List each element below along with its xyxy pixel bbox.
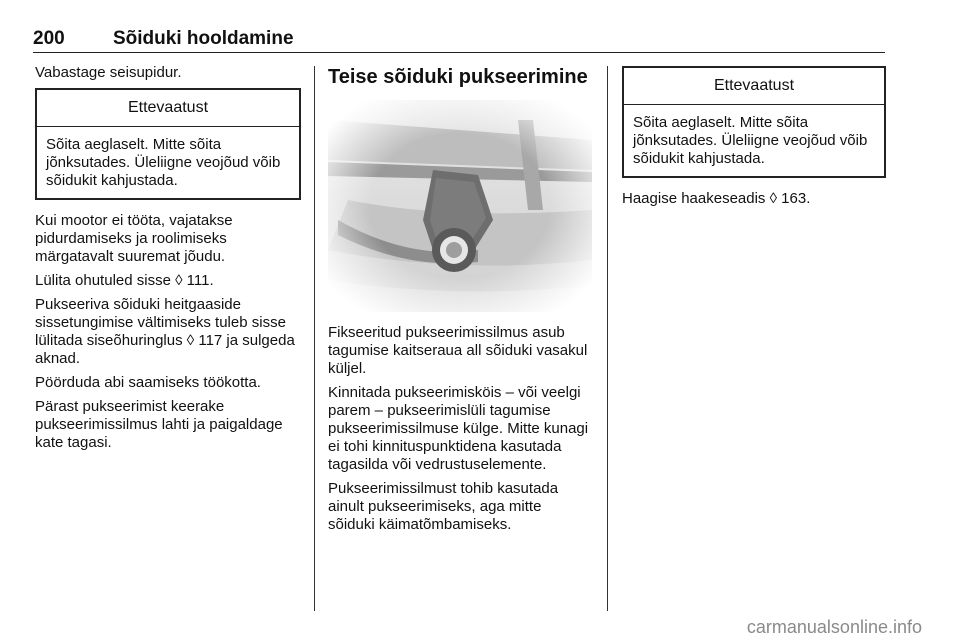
page-title: Sõiduki hooldamine — [113, 28, 294, 49]
watermark: carmanualsonline.info — [746, 617, 922, 637]
paragraph: Haagise haakeseadis ◊ 163. — [622, 190, 811, 207]
towing-eye-illustration — [328, 100, 592, 312]
towing-eye-image — [328, 100, 592, 312]
paragraph: Pöörduda abi saamiseks töökotta. — [35, 374, 261, 391]
warning-box — [622, 66, 886, 178]
section-heading: Teise sõiduki pukseerimine — [328, 66, 588, 88]
warning-box — [35, 88, 301, 200]
paragraph: Pukseerimissilmust tohib kasutada ainult pukseerimiseks, aga mitte sõiduki käimatõmbamiseks. — [328, 480, 559, 533]
paragraph: Fikseeritud pukseerimissilmus asub tagumise kaitseraua all sõiduki vasakul küljel. — [328, 324, 588, 377]
warning-title: Ettevaatust — [624, 68, 884, 105]
paragraph: Pärast pukseerimist keerake pukseerimissilmus lahti ja paigaldage kate tagasi. — [35, 398, 283, 451]
paragraph: Kui mootor ei tööta, vajatakse pidurdamiseks ja roolimiseks märgatavalt suuremat jõudu. — [35, 212, 233, 265]
warning-body: Sõita aeglaselt. Mitte sõita jõnksutades. Üleliigne veojõud võib sõidukit kahjustada. — [46, 136, 281, 189]
intro-text: Vabastage seisupidur. — [35, 64, 182, 81]
warning-body: Sõita aeglaselt. Mitte sõita jõnksutades. Üleliigne veojõud võib sõidukit kahjustada. — [633, 114, 868, 167]
column-divider — [607, 66, 608, 611]
page-number: 200 — [33, 28, 65, 49]
paragraph: Kinnitada pukseerimisköis – või veelgi parem – pukseerimislüli tagumise pukseerimissilmuse külge. Mitte kunagi ei tohi kinnituspunktidena kasutada tagasilda või vedrustuselemente. — [328, 384, 589, 473]
column-right — [622, 66, 886, 214]
column-divider — [314, 66, 315, 611]
warning-title: Ettevaatust — [37, 90, 299, 127]
paragraph: Lülita ohutuled sisse ◊ 111. — [35, 272, 214, 289]
paragraph: Pukseeriva sõiduki heitgaaside sissetungimise vältimiseks tuleb sisse lülitada siseõhuringlus ◊ 117 ja sulgeda aknad. — [35, 296, 295, 367]
column-middle — [328, 66, 591, 540]
column-left — [35, 64, 301, 458]
page-header — [33, 26, 885, 53]
